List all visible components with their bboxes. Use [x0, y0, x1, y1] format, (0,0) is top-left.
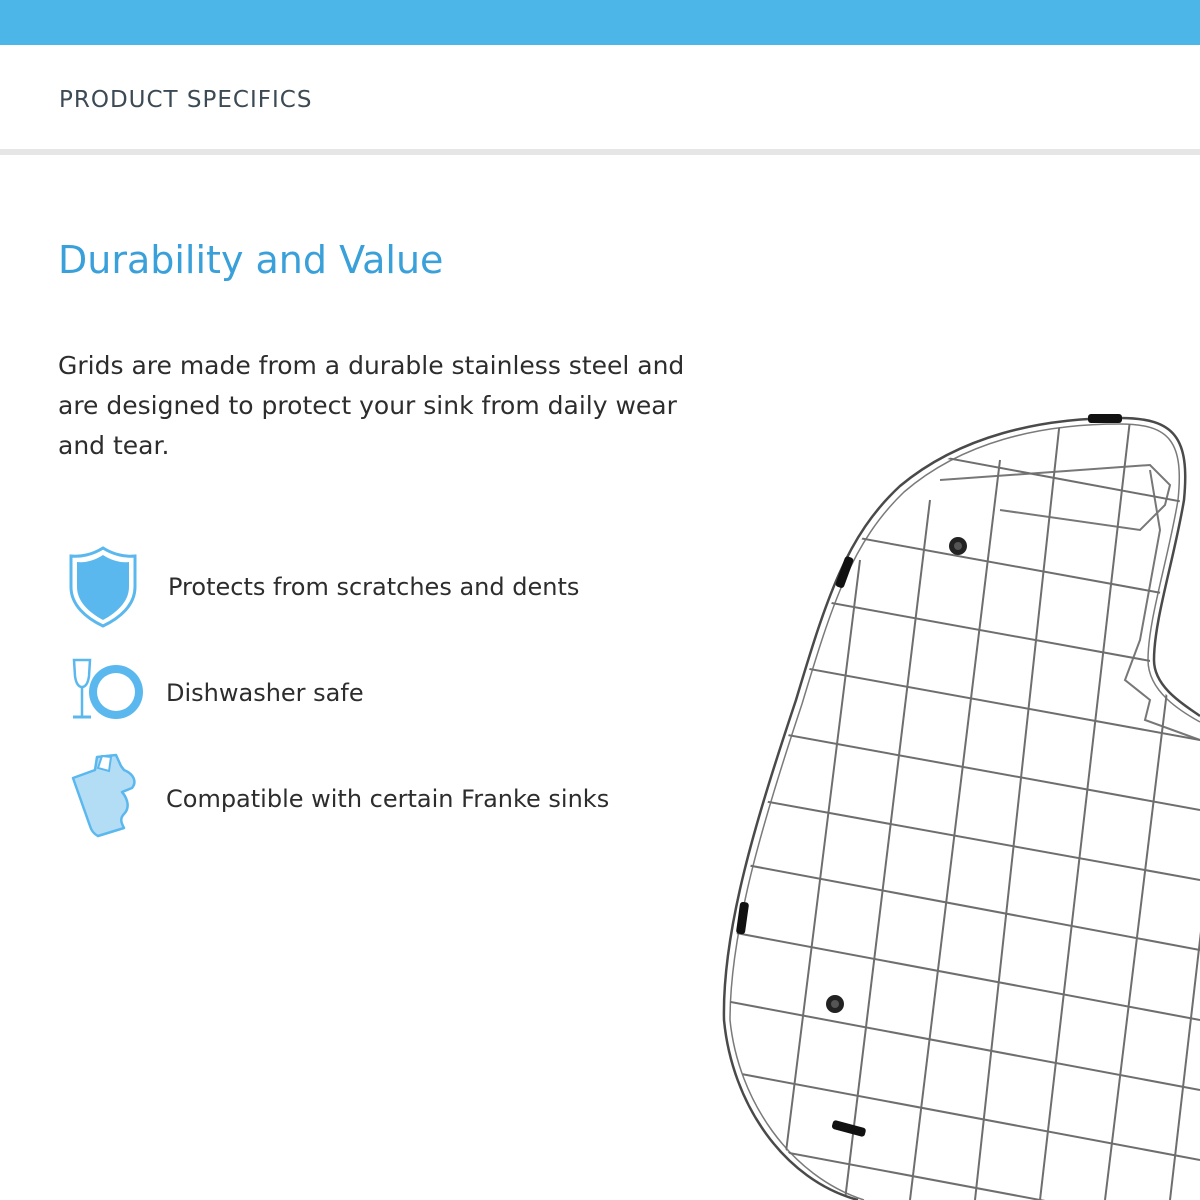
feature-label-dishwasher-safe: Dishwasher safe	[166, 679, 364, 707]
sink-shape-icon	[64, 752, 150, 838]
feature-label-scratch-protection: Protects from scratches and dents	[168, 573, 580, 601]
page-headline: Durability and Value	[58, 238, 444, 282]
shield-icon	[64, 545, 150, 631]
section-divider	[0, 149, 1200, 155]
top-banner-bar	[0, 0, 1200, 45]
section-label: PRODUCT SPECIFICS	[59, 87, 313, 113]
product-description: Grids are made from a durable stainless steel and are designed to protect your sink from daily wear and tear.	[58, 351, 685, 460]
dishware-icon	[64, 652, 150, 738]
sink-grid-illustration	[700, 400, 1200, 1200]
feature-label-franke-compatibility: Compatible with certain Franke sinks	[166, 785, 610, 813]
section-header	[0, 45, 1200, 149]
